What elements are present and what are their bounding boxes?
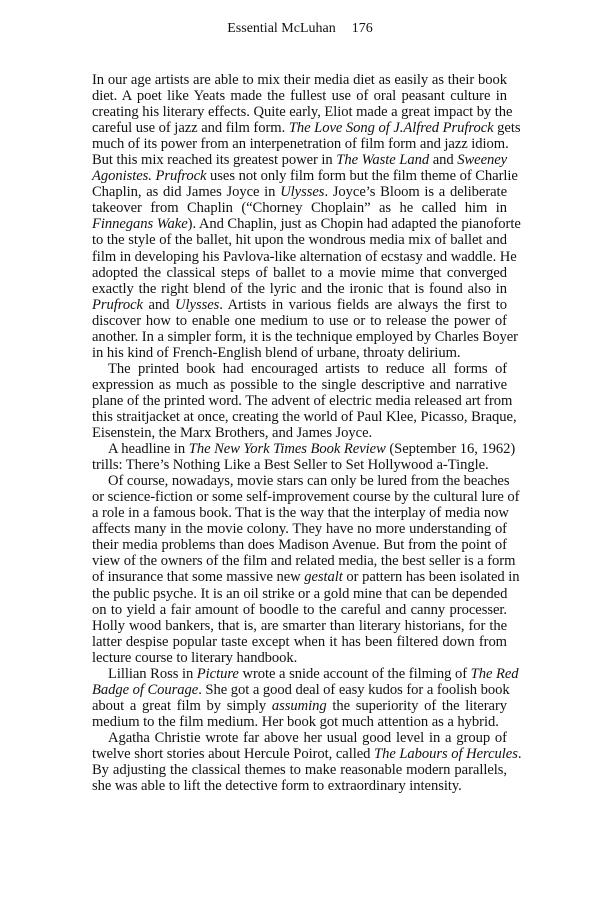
text-segment: trills: There’s Nothing Like a Best Seller to Set Hollywood a-Tingle. bbox=[92, 457, 489, 474]
italic-title: Sweeney bbox=[457, 152, 508, 169]
text-line bbox=[92, 216, 521, 233]
text-segment: the superiority of the literary bbox=[326, 697, 508, 714]
text-line bbox=[92, 152, 507, 168]
text-line bbox=[92, 698, 507, 714]
text-line bbox=[92, 345, 507, 361]
text-line bbox=[92, 313, 507, 329]
text-segment: But this mix reached its greatest power in bbox=[92, 152, 337, 169]
text-segment: Chaplin, as did James Joyce in bbox=[92, 184, 281, 201]
text-line bbox=[92, 281, 507, 297]
text-segment: In our age artists are able to mix their media diet as easily as their book bbox=[92, 72, 507, 88]
italic-title: Agonistes. Prufrock bbox=[92, 168, 207, 185]
text-line bbox=[92, 104, 513, 121]
text-segment: and bbox=[429, 152, 458, 169]
text-line bbox=[92, 297, 507, 313]
text-segment: their media problems than does Madison Avenue. But from the point of bbox=[92, 537, 507, 554]
text-segment: she was able to lift the detective form to extraordinary intensity. bbox=[92, 778, 462, 795]
italic-title: assuming bbox=[271, 697, 327, 714]
text-segment: The printed book had encouraged artists to reduce all forms of bbox=[108, 360, 507, 377]
text-segment: gets bbox=[493, 120, 521, 137]
text-line bbox=[92, 232, 507, 248]
book-title: Essential McLuhan bbox=[227, 21, 336, 36]
text-segment: plane of the printed word. The advent of electric media released art from bbox=[92, 392, 513, 409]
text-segment: or science-fiction or some self-improvement course by the cultural lure of bbox=[92, 489, 520, 506]
text-line bbox=[92, 200, 507, 216]
text-line bbox=[92, 457, 507, 473]
text-segment: exactly the right blend of the lyric and the ironic that is found also in bbox=[92, 280, 507, 297]
text-line bbox=[92, 72, 507, 88]
italic-title: gestalt bbox=[304, 569, 343, 586]
text-line bbox=[92, 265, 507, 281]
text-segment: and bbox=[142, 296, 176, 313]
text-line bbox=[92, 521, 507, 537]
text-line bbox=[92, 634, 507, 650]
italic-title: The Waste Land bbox=[336, 152, 430, 169]
text-segment: another. In a simpler form, it is the technique employed by Charles Boyer bbox=[92, 328, 518, 345]
text-segment: Lillian Ross in bbox=[108, 665, 197, 682]
text-line bbox=[92, 569, 520, 586]
text-segment: to the style of the ballet, hit upon the wondrous media mix of ballet and bbox=[92, 232, 507, 249]
text-segment: twelve short stories about Hercule Poirot, called bbox=[92, 745, 375, 762]
text-segment: . Artists in various fields are always the first to bbox=[219, 296, 507, 313]
text-line bbox=[92, 618, 507, 634]
text-segment: A headline in bbox=[108, 441, 189, 458]
text-segment: affects many in the movie colony. They have no more understanding of bbox=[92, 521, 507, 538]
text-line bbox=[92, 425, 507, 441]
italic-title: The New York Times Book Review bbox=[188, 441, 386, 458]
italic-title: The Labours of Hercules bbox=[374, 745, 518, 762]
text-line bbox=[92, 714, 507, 730]
text-segment: this straitjacket at once, creating the world of Paul Klee, Picasso, Braque, bbox=[92, 408, 517, 425]
text-line bbox=[92, 586, 507, 602]
text-line bbox=[92, 441, 516, 458]
text-line bbox=[92, 248, 517, 265]
text-line bbox=[92, 537, 507, 553]
text-segment: in his kind of French-English blend of urbane, throaty delirium. bbox=[92, 344, 461, 361]
text-segment: the public psyche. It is an oil strike or a gold mine that can be depended bbox=[92, 585, 508, 602]
italic-title: Picture bbox=[196, 665, 239, 682]
text-segment: creating his literary effects. Quite early, Eliot made a great impact by the bbox=[92, 104, 513, 121]
text-line bbox=[92, 184, 507, 200]
text-segment: much of its power from an interpenetration of film form and jazz idiom. bbox=[92, 136, 509, 153]
page-number: 176 bbox=[351, 21, 373, 36]
text-line bbox=[92, 392, 513, 409]
text-line bbox=[92, 778, 507, 794]
text-segment: a role in a famous book. That is the way that the interplay of media now bbox=[92, 505, 509, 522]
text-line bbox=[92, 489, 520, 506]
text-line bbox=[92, 168, 518, 185]
text-line bbox=[92, 650, 507, 666]
text-segment: discover how to enable one medium to use or to release the power of bbox=[92, 312, 507, 329]
text-line bbox=[92, 553, 516, 570]
text-segment: film in developing his Pavlova-like alternation of ecstasy and waddle. He bbox=[92, 248, 517, 265]
text-line bbox=[92, 408, 517, 425]
text-segment: . Joyce’s Bloom is a deliberate bbox=[324, 184, 507, 201]
text-segment: ). And Chaplin, just as Chopin had adapted the pianoforte bbox=[187, 216, 521, 233]
text-segment: or pattern has been isolated in bbox=[342, 569, 520, 586]
text-segment: careful use of jazz and film form. bbox=[92, 120, 289, 137]
body-text bbox=[92, 72, 522, 795]
italic-title: Badge of Courage bbox=[92, 681, 199, 698]
text-line bbox=[92, 681, 510, 698]
text-segment: latter despise popular taste except when it has been filtered down from bbox=[92, 633, 507, 650]
text-line bbox=[92, 136, 507, 152]
text-line bbox=[92, 665, 519, 682]
text-line bbox=[92, 602, 507, 618]
text-segment: Of course, nowadays, movie stars can only be lured from the beaches bbox=[108, 473, 510, 490]
running-header bbox=[0, 21, 600, 37]
text-segment: Eisenstein, the Marx Brothers, and James Joyce. bbox=[92, 425, 373, 442]
italic-title: The Love Song of J.Alfred Prufrock bbox=[288, 120, 494, 137]
text-line bbox=[92, 88, 507, 104]
text-line bbox=[92, 328, 518, 345]
text-segment: takeover from Chaplin (“Chorney Choplain” as he called him in bbox=[92, 200, 507, 217]
text-segment: wrote a snide account of the filming of bbox=[238, 665, 471, 682]
text-segment: . She got a good deal of easy kudos for a foolish book bbox=[198, 681, 510, 698]
text-segment: expression as much as possible to the single descriptive and narrative bbox=[92, 376, 507, 393]
text-line bbox=[92, 473, 510, 490]
text-segment: By adjusting the classical themes to make reasonable modern parallels, bbox=[92, 762, 507, 779]
italic-title: Ulysses bbox=[280, 184, 325, 201]
text-line bbox=[92, 505, 507, 521]
text-segment: of insurance that some massive new bbox=[92, 569, 305, 586]
text-line bbox=[92, 730, 507, 746]
text-segment: on to yield a fair amount of boodle to the careful and canny processer. bbox=[92, 601, 507, 618]
text-segment: medium to the film medium. Her book got much attention as a hybrid. bbox=[92, 713, 499, 730]
text-segment: lecture course to literary handbook. bbox=[92, 649, 298, 666]
text-line bbox=[92, 361, 507, 377]
text-segment: about a great film by simply bbox=[92, 697, 272, 714]
text-line bbox=[92, 377, 507, 393]
text-segment: Agatha Christie wrote far above her usual good level in a group of bbox=[108, 729, 507, 746]
italic-title: The Red bbox=[470, 665, 519, 682]
text-segment: diet. A poet like Yeats made the fullest use of oral peasant culture in bbox=[92, 88, 507, 105]
text-line bbox=[92, 745, 522, 762]
text-segment: adopted the classical steps of ballet to a movie mime that converged bbox=[92, 264, 507, 281]
italic-title: Ulysses bbox=[175, 296, 220, 313]
italic-title: Finnegans Wake bbox=[92, 216, 188, 233]
italic-title: Prufrock bbox=[92, 296, 143, 313]
text-segment: (September 16, 1962) bbox=[385, 441, 516, 458]
text-line bbox=[92, 120, 521, 137]
text-line bbox=[92, 762, 507, 778]
text-segment: view of the owners of the film and related media, the best seller is a form bbox=[92, 553, 516, 570]
text-segment: uses not only film form but the film theme of Charlie bbox=[206, 168, 518, 185]
text-segment: Holly wood bankers, that is, are smarter than literary historians, for the bbox=[92, 617, 507, 634]
text-segment: . bbox=[517, 745, 522, 762]
